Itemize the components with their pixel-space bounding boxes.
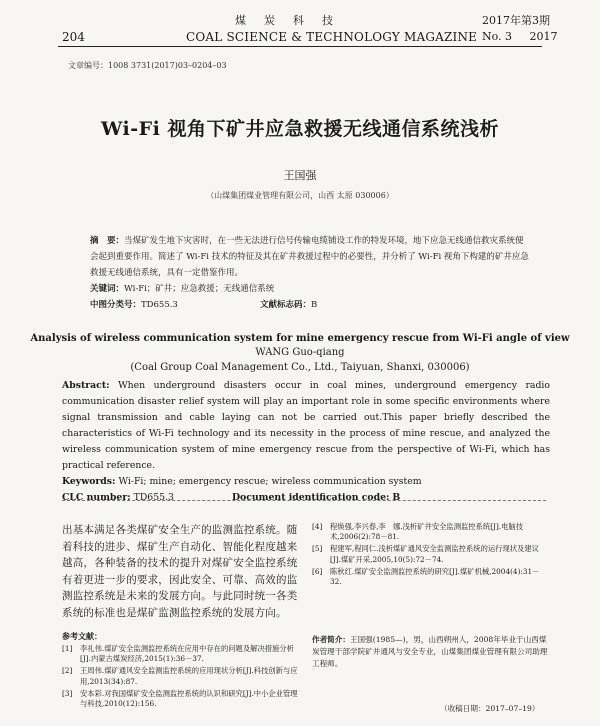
clc-cn-label: 中图分类号： [90, 300, 142, 310]
clc-cn-value: TD655.3 [141, 300, 178, 310]
classification-cn [90, 297, 530, 313]
doc-code-cn-value: B [311, 300, 318, 310]
reference-text: 王周伟.煤矿通风安全监测监控系统的应用现状分析[J].科技创新与应用,2013(34):87. [80, 666, 298, 686]
keywords-cn-text: Wi-Fi；矿井；应急救援；无线通信系统 [124, 284, 275, 294]
keywords-en [62, 474, 550, 490]
reference-text: 陈秋红.煤矿安全监测监控系统的研究[J].煤矿机械,2004(4):31－32. [330, 566, 540, 587]
reference-item [62, 666, 302, 686]
reference-item [312, 567, 548, 587]
title-en: Analysis of wireless communication system for mine emergency rescue from Wi-Fi angle of view [30, 333, 570, 344]
body-text-cn: 出基本满足各类煤矿安全生产的监测监控系统。随着科技的进步、煤矿生产自动化、智能化程度越来越高，各种装备的技术的提升对煤矿安全监控系统有着更进一步的要求，因此安全、可靠、高效的监测监控系统是未来的发展方向。与此同时统一各类系统的标准也是煤矿监测监控系统的发展方向。 [62, 524, 298, 619]
reference-number: [1] [62, 644, 73, 653]
references-right [312, 522, 548, 589]
reference-text: 程建军,程同仁.浅析煤矿通风安全监测监控系统的运行现状及建议[J].煤矿开采,2005,10(5):72－74. [330, 544, 539, 564]
received-date: （收稿日期：2017–07–19） [440, 704, 540, 713]
abstract-cn-text: 当煤矿发生地下灾害时，在一些无法进行信号传输电缆铺设工作的特发环境，地下应急无线通信救灾系统便会起到重要作用。简述了 Wi-Fi 技术的特征及其在矿井救援过程中的必要性，并分析了 Wi-Fi 视角下构建的矿井应急救援无线通信系统，具有一定借鉴作用。 [90, 236, 529, 278]
abstract-en-block [62, 378, 550, 506]
author-en: WANG Guo-qiang [255, 347, 345, 358]
clc-en-value: TD655.3 [133, 492, 174, 503]
abstract-cn-label: 摘 要： [90, 236, 125, 246]
reference-item [62, 689, 302, 709]
author-bio-label: 作者简介： [312, 635, 350, 644]
reference-number: [4] [312, 522, 323, 531]
clc-en-label: CLC number: [62, 492, 131, 503]
title-cn: Wi-Fi 视角下矿井应急救援无线通信系统浅析 [101, 118, 499, 140]
reference-number: [6] [312, 566, 323, 576]
issue-en: No. 3 2017 [482, 30, 558, 43]
references-left [62, 644, 302, 711]
doc-code-en-label: Document identification code: [232, 492, 390, 503]
issue-cn: 2017年第3期 [482, 14, 550, 27]
abstract-en [62, 378, 550, 474]
header-rule [58, 46, 542, 47]
references-heading: 参考文献： [62, 631, 102, 641]
reference-item [312, 544, 548, 564]
abstract-cn-block [90, 233, 530, 313]
keywords-en-label: Keywords: [62, 476, 116, 487]
keywords-en-text: Wi-Fi; mine; emergency rescue; wireless communication system [118, 476, 422, 487]
reference-number: [5] [312, 544, 323, 554]
author-cn: 王国强 [283, 169, 317, 182]
classification-en [62, 490, 550, 506]
reference-item [62, 644, 302, 664]
keywords-cn-label: 关键词： [90, 284, 125, 294]
author-bio [312, 634, 548, 670]
page-number: 204 [62, 30, 85, 44]
reference-number: [2] [62, 666, 73, 676]
doc-code-cn-label: 文献标志码： [260, 300, 312, 310]
reference-item [312, 522, 548, 542]
affiliation-cn: （山煤集团煤业管理有限公司，山西 太原 030006） [206, 191, 394, 200]
reference-number: [3] [62, 688, 73, 698]
reference-text: 安本彩.对我国煤矿安全监测监控系统的认识和研究[J].中小企业管理与科技,2010(12):156. [80, 688, 298, 709]
journal-name-en: COAL SCIENCE & TECHNOLOGY MAGAZINE [186, 30, 478, 44]
keywords-cn [90, 281, 530, 297]
reference-text: 程焕强,李兴春,李 娜.浅析矿井安全监测监控系统[J].电脑技术,2006(2):78－81. [330, 522, 524, 542]
section-separator [62, 500, 546, 501]
affiliation-en: (Coal Group Coal Management Co., Ltd., Taiyuan, Shanxi, 030006) [130, 362, 470, 373]
abstract-en-text: When underground disasters occur in coal mines, underground emergency radio communication disaster relief system will play an important role in some specific environments where signal transmission and cable laying can not be carried out.This paper briefly described the characteristics of Wi-Fi technology and its necessity in the process of mine rescue, and analyzed the wireless communication system of mine emergency rescue from the perspective of Wi-Fi, which has practical reference. [62, 380, 550, 471]
journal-name-cn: 煤炭科技 [235, 14, 351, 27]
reference-text: 李礼伟.煤矿安全监测监控系统在应用中存在的问题及解决措施分析[J].内蒙古煤炭经济,2015(1):36－37. [80, 644, 294, 664]
author-bio-text: 王国强(1985—)，男，山西朔州人，2008年毕业于山西煤炭管理干部学院矿井通风与安全专业，山煤集团煤业管理有限公司助理工程师。 [312, 635, 548, 668]
article-number: 文章编号：1008 3731(2017)03–0204–03 [68, 61, 227, 70]
abstract-en-label: Abstract: [62, 380, 110, 391]
abstract-cn [90, 233, 530, 281]
doc-code-en-value: B [392, 492, 401, 503]
